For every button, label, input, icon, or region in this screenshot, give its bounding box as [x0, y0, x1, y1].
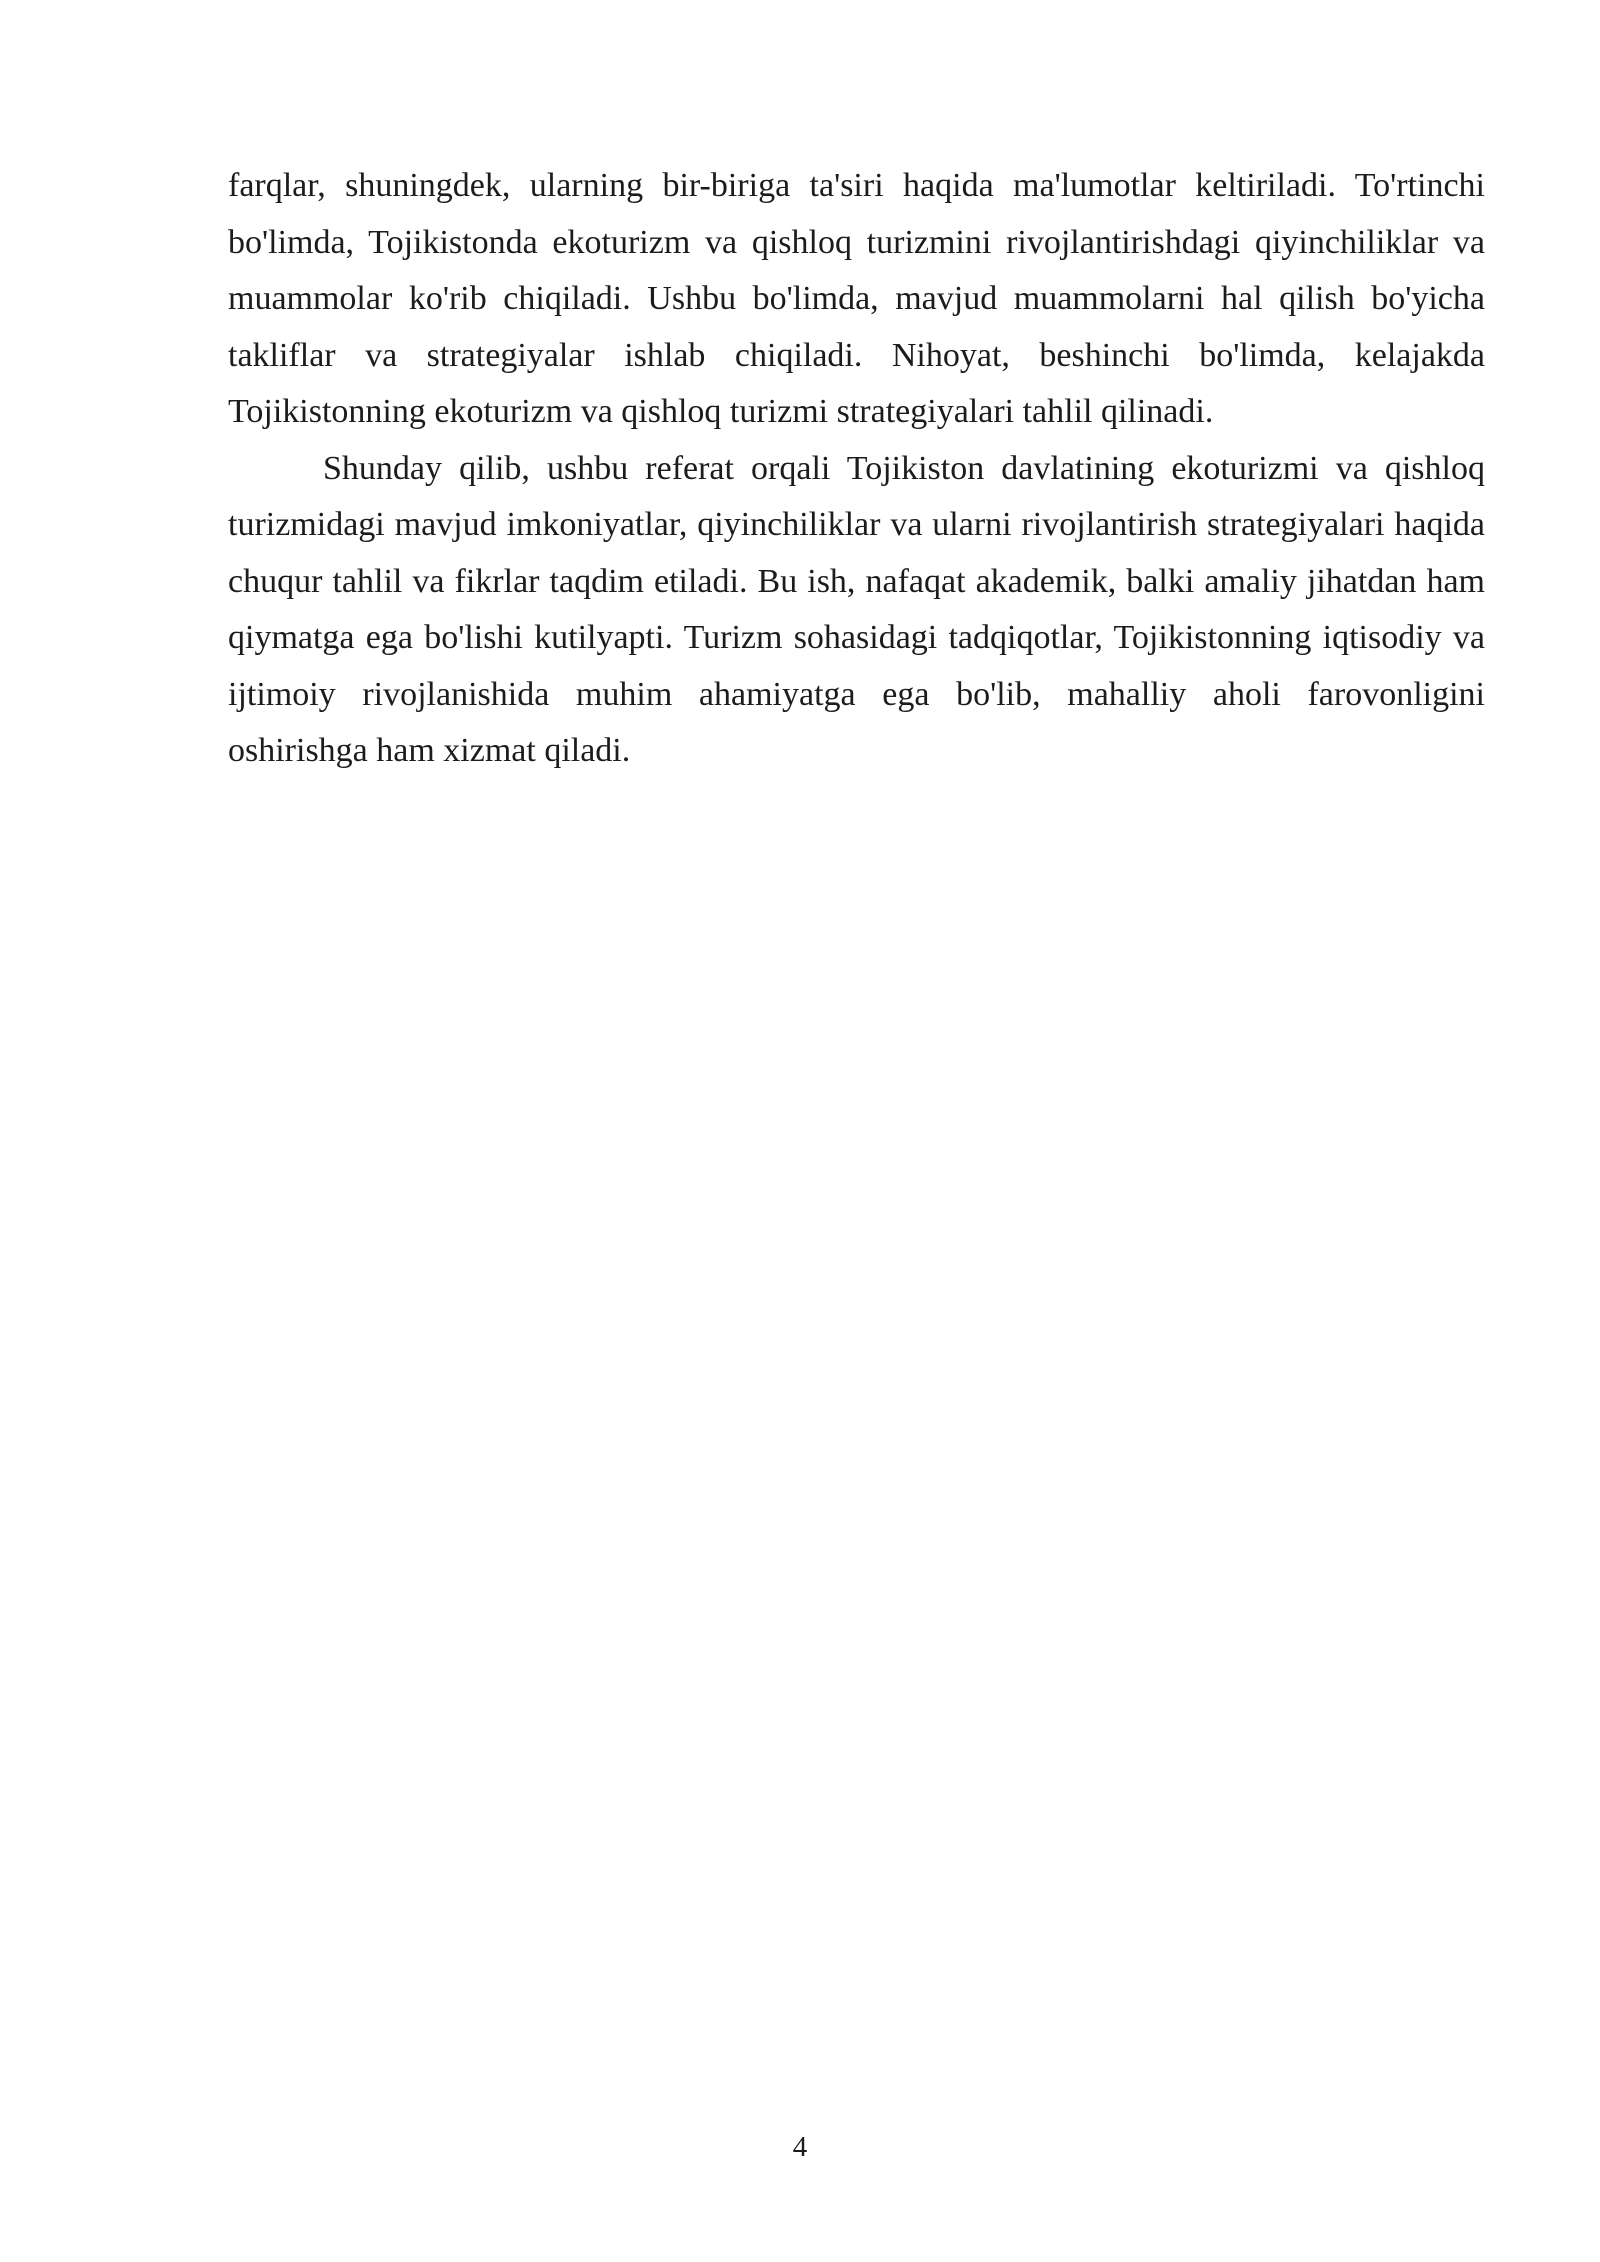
paragraph-continued: farqlar, shuningdek, ularning bir-biriga ta'siri haqida ma'lumotlar keltiriladi. To'rtinchi bo'limda, Tojikistonda ekoturizm va qishloq turizmini rivojlantirishdagi qiyinchiliklar va muammolar ko'rib chiqiladi. Ushbu bo'limda, mavjud muammolarni hal qilish bo'yicha takliflar va strategiyalar ishlab chiqiladi. Nihoyat, beshinchi bo'limda, kelajakda Tojikistonning ekoturizm va qishloq turizmi strategiyalari tahlil qilinadi. [228, 167, 1485, 430]
page-number: 4 [792, 2131, 808, 2163]
paragraph-conclusion: Shunday qilib, ushbu referat orqali Tojikiston davlatining ekoturizmi va qishloq turizmidagi mavjud imkoniyatlar, qiyinchiliklar va ularni rivojlantirish strategiyalari haqida chuqur tahlil va fikrlar taqdim etiladi. Bu ish, nafaqat akademik, balki amaliy jihatdan ham qiymatga ega bo'lishi kutilyapti. Turizm sohasidagi tadqiqotlar, Tojikistonning iqtisodiy va ijtimoiy rivojlanishida muhim ahamiyatga ega bo'lib, mahalliy aholi farovonligini oshirishga ham xizmat qiladi. [228, 449, 1485, 769]
body-text [228, 158, 1485, 780]
